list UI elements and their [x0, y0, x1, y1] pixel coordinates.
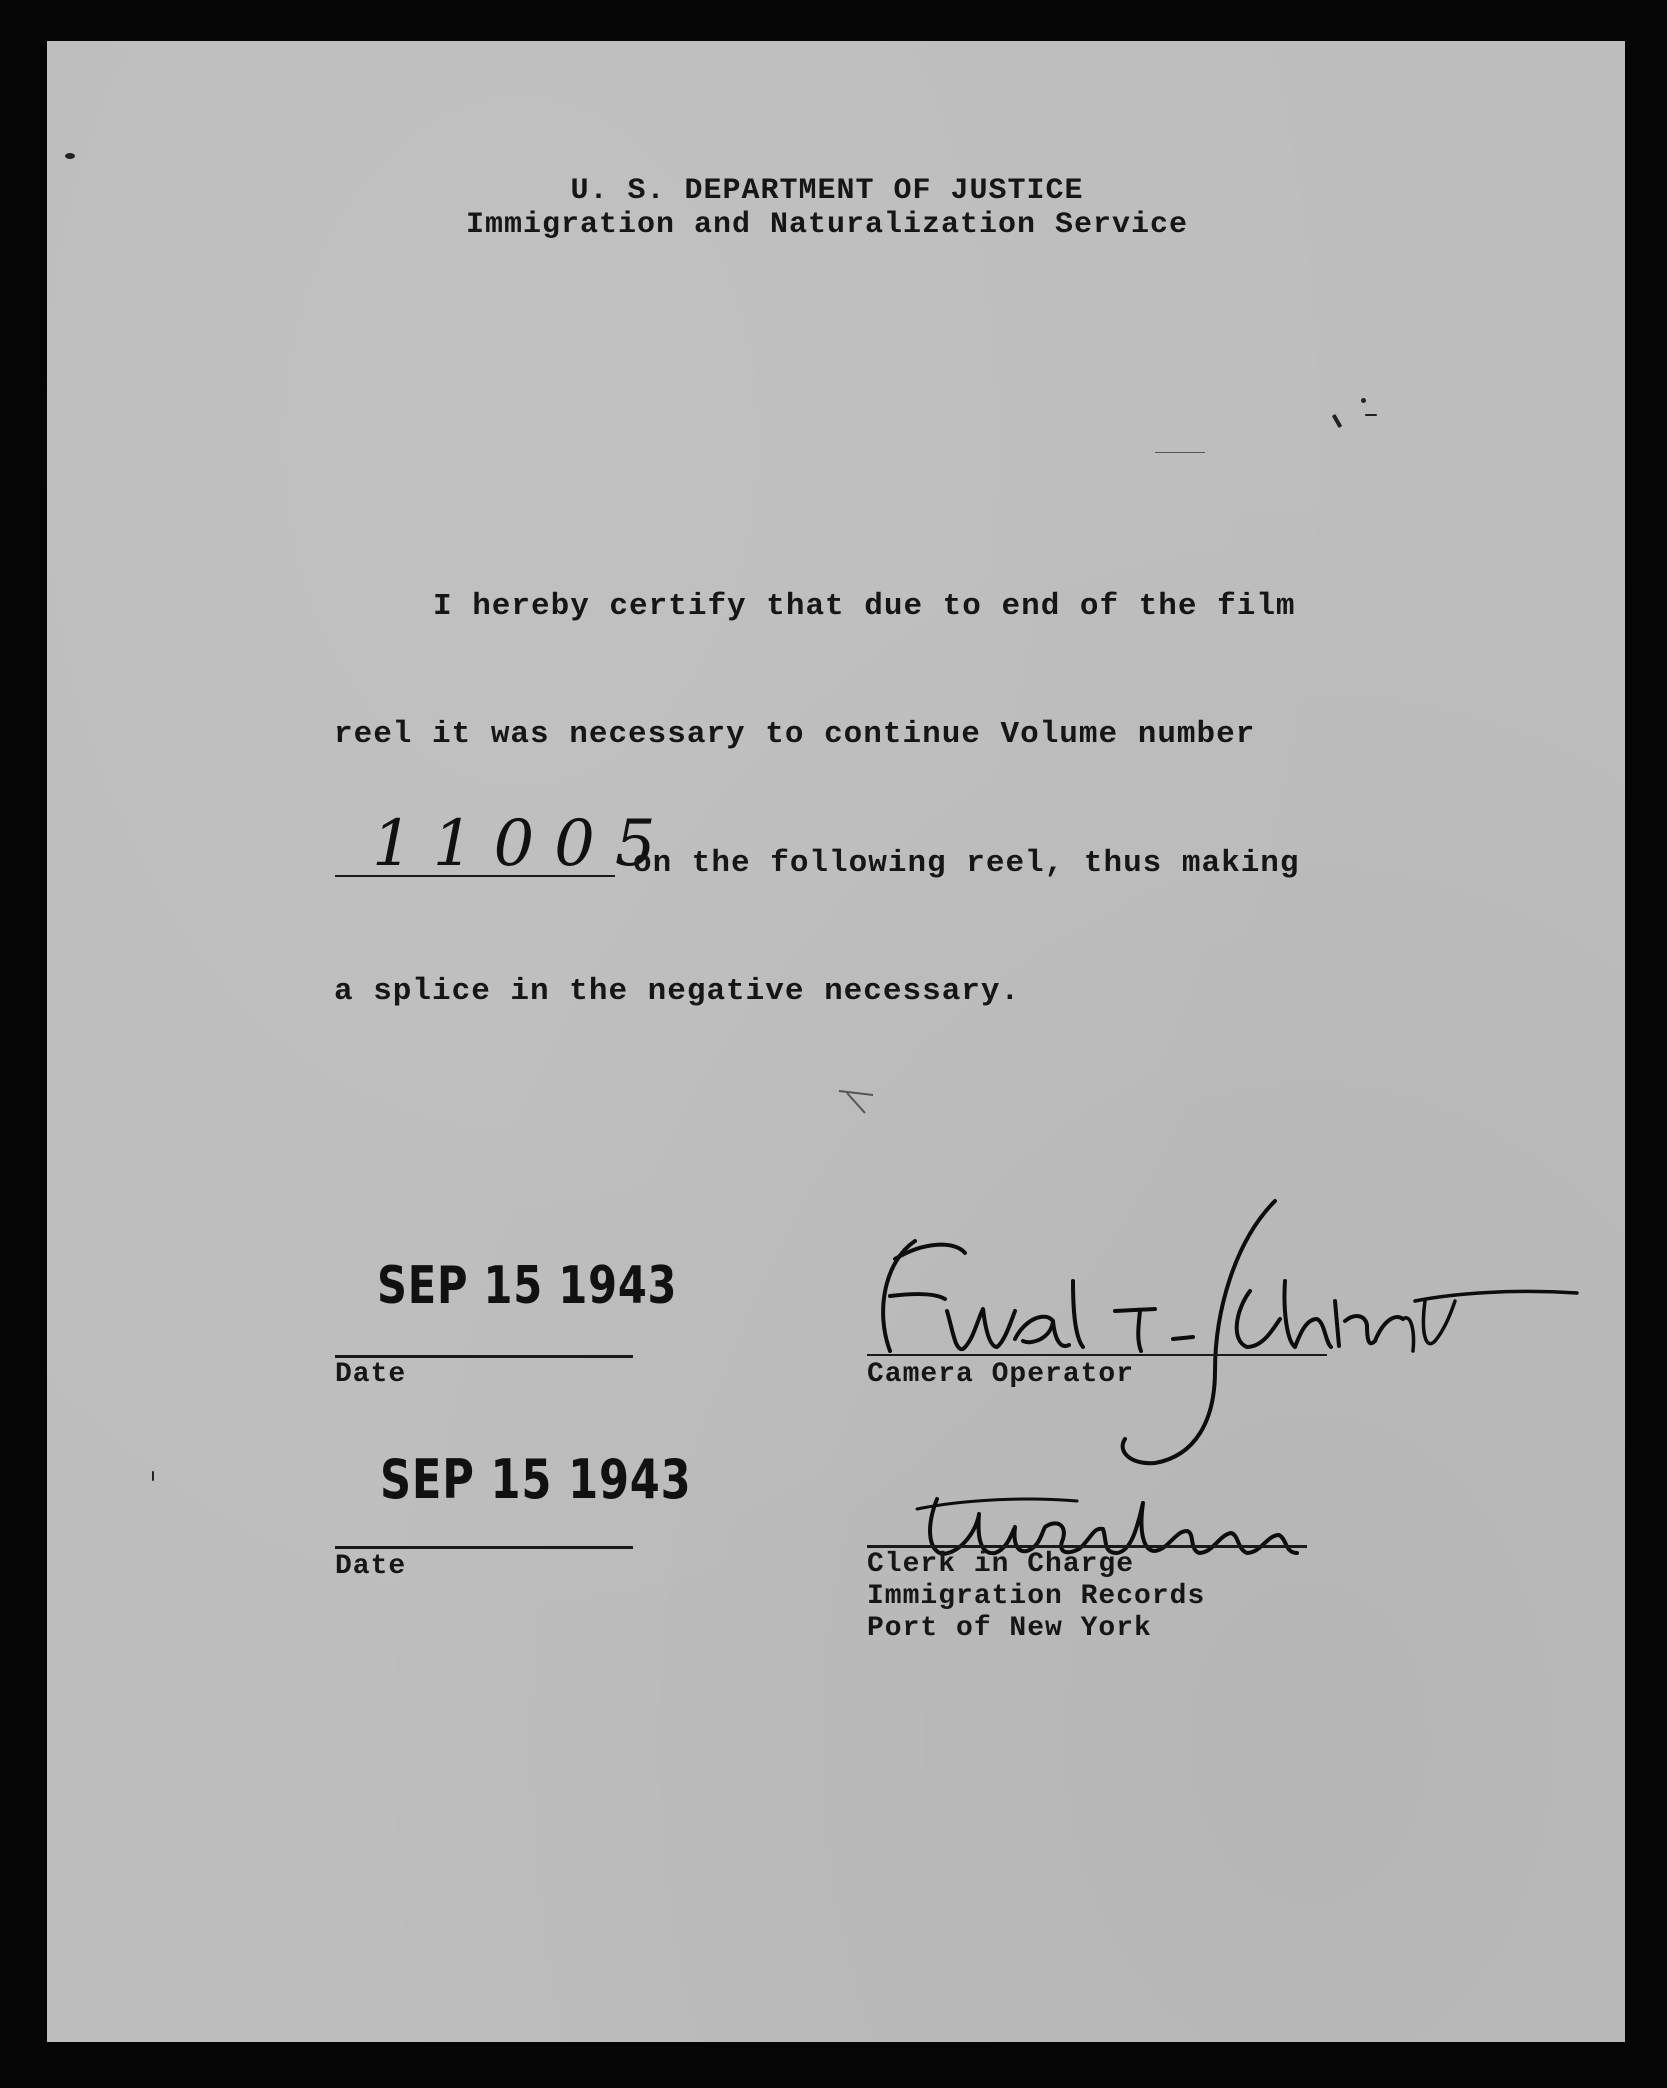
certification-line-2: reel it was necessary to continue Volume number — [334, 717, 1256, 752]
clerk-rule — [867, 1545, 1307, 1548]
date-rule-2 — [335, 1546, 633, 1549]
scan-speck — [1361, 398, 1366, 403]
letterhead — [47, 174, 1607, 242]
camera-operator-signature — [855, 1201, 1585, 1471]
date-label-1: Date — [335, 1359, 407, 1390]
camera-operator-rule — [867, 1354, 1327, 1356]
scan-speck — [1365, 414, 1377, 416]
scan-speck — [152, 1471, 154, 1481]
clerk-department: Immigration Records — [867, 1581, 1206, 1612]
date-rule-1 — [335, 1355, 633, 1358]
volume-number-handwritten: 11005 — [372, 807, 676, 881]
date-label-2: Date — [335, 1551, 407, 1582]
clerk-location: Port of New York — [867, 1613, 1152, 1644]
certification-line-1: I hereby certify that due to end of the film — [433, 589, 1296, 624]
date-stamp-1: SEP 15 1943 — [377, 1256, 678, 1316]
certification-line-4: a splice in the negative necessary. — [334, 974, 1021, 1009]
clerk-title: Clerk in Charge — [867, 1549, 1135, 1580]
service-title: Immigration and Naturalization Service — [465, 208, 1189, 242]
scan-speck — [1332, 414, 1342, 428]
camera-operator-label: Camera Operator — [867, 1359, 1135, 1390]
paper-sheet — [47, 41, 1625, 2042]
certification-line-3: on the following reel, thus making — [633, 846, 1300, 881]
volume-number-underline — [335, 875, 615, 877]
department-title: U. S. DEPARTMENT OF JUSTICE — [570, 174, 1084, 208]
stray-line — [1155, 452, 1205, 453]
stray-mark — [837, 1089, 877, 1119]
date-stamp-2: SEP 15 1943 — [380, 1448, 692, 1511]
scan-speck — [65, 153, 75, 159]
